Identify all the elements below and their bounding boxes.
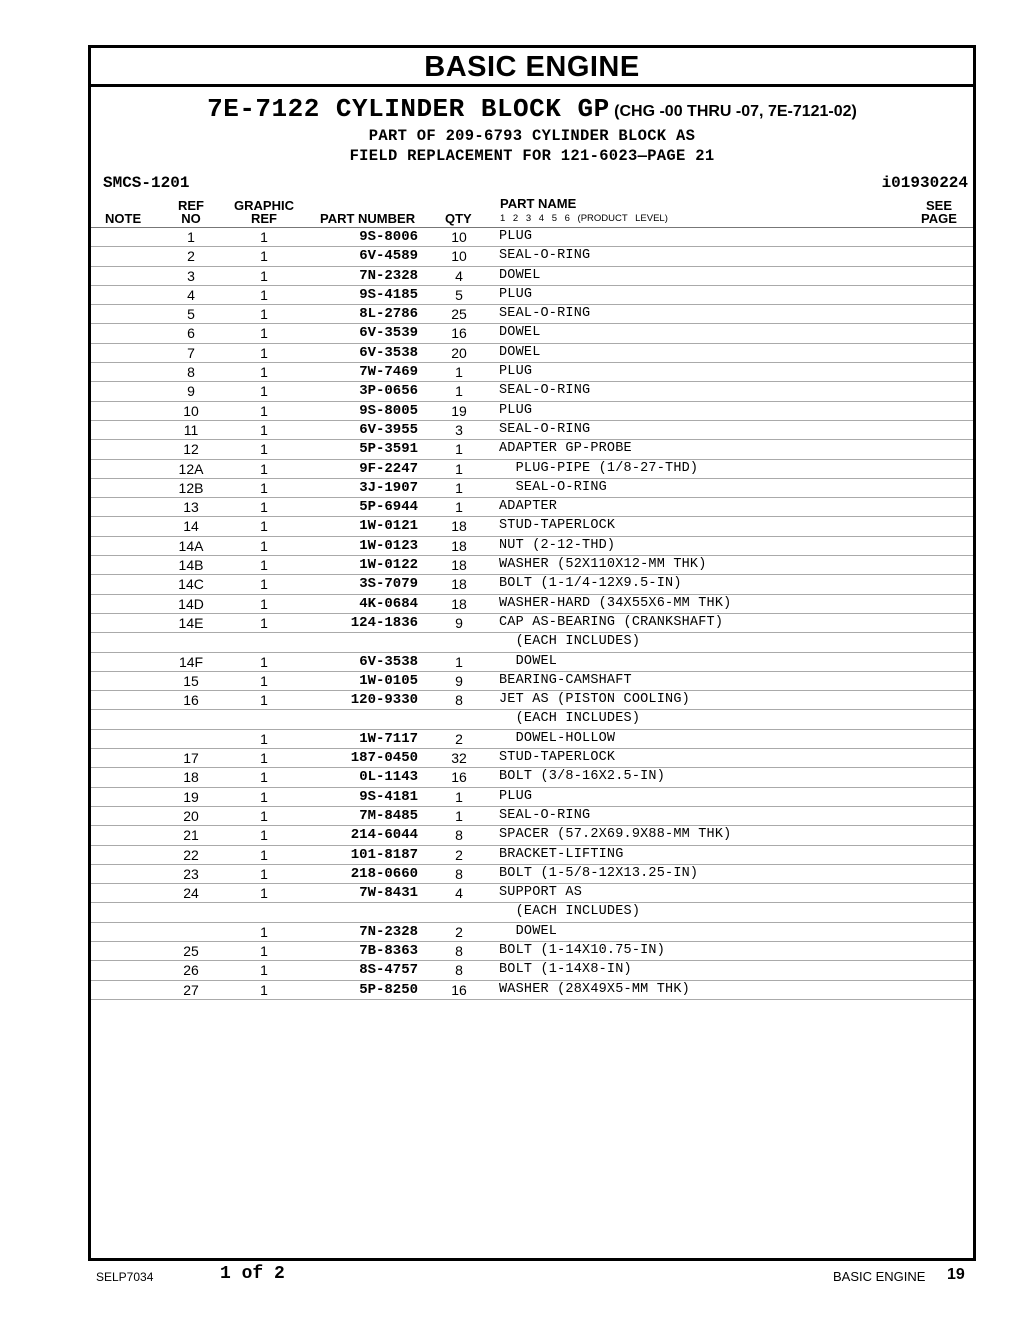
assembly-change-range: (CHG -00 THRU -07, 7E-7121-02) (614, 103, 857, 120)
part-number: 9F-2247 (359, 460, 418, 477)
table-row (91, 498, 973, 517)
part-name: SEAL-O-RING (499, 479, 607, 495)
ref-no: 12B (178, 479, 204, 496)
quantity: 1 (455, 441, 463, 458)
quantity: 9 (455, 614, 463, 631)
ref-no: 6 (187, 325, 195, 342)
assembly-parent-line: PART OF 209-6793 CYLINDER BLOCK AS (368, 127, 696, 145)
col-product-level: 1 2 3 4 5 6 (PRODUCT LEVEL) (500, 213, 668, 224)
ref-no: 7 (187, 344, 195, 361)
assembly-replacement-line: FIELD REPLACEMENT FOR 121-6023—PAGE 21 (349, 147, 715, 165)
table-row (91, 903, 973, 922)
table-row (91, 402, 973, 421)
table-row (91, 517, 973, 536)
table-row (91, 537, 973, 556)
part-number: 8S-4757 (359, 962, 418, 979)
graphic-ref: 1 (260, 769, 268, 786)
col-see-bottom: PAGE (921, 211, 957, 226)
graphic-ref: 1 (260, 499, 268, 516)
part-name: NUT (2-12-THD) (499, 537, 616, 553)
part-number: 124-1836 (350, 614, 418, 631)
table-row (91, 981, 973, 1000)
quantity: 18 (451, 595, 467, 612)
graphic-ref: 1 (260, 730, 268, 747)
section-banner: BASIC ENGINE (91, 48, 973, 87)
ref-no: 27 (183, 981, 199, 998)
table-row (91, 691, 973, 710)
ref-no: 14 (183, 518, 199, 535)
assembly-title: 7E-7122 CYLINDER BLOCK GP (207, 94, 610, 124)
graphic-ref: 1 (260, 750, 268, 767)
graphic-ref: 1 (260, 788, 268, 805)
ref-no: 3 (187, 267, 195, 284)
quantity: 8 (455, 692, 463, 709)
ref-no: 24 (183, 885, 199, 902)
part-number: 7W-8431 (359, 885, 418, 902)
quantity: 1 (455, 788, 463, 805)
part-number: 101-8187 (350, 846, 418, 863)
footer-section: BASIC ENGINE (833, 1269, 926, 1284)
table-row (91, 556, 973, 575)
part-name: (EACH INCLUDES) (499, 904, 641, 920)
ref-no: 13 (183, 499, 199, 516)
part-name: BEARING-CAMSHAFT (499, 672, 632, 688)
part-name: BOLT (1-5/8-12X13.25-IN) (499, 865, 699, 881)
part-number: 6V-3538 (359, 653, 418, 670)
quantity: 1 (455, 653, 463, 670)
graphic-ref: 1 (260, 557, 268, 574)
graphic-ref: 1 (260, 981, 268, 998)
table-row (91, 382, 973, 401)
graphic-ref: 1 (260, 518, 268, 535)
quantity: 3 (455, 421, 463, 438)
part-number: 3J-1907 (359, 479, 418, 496)
part-number: 9S-8006 (359, 229, 418, 245)
ref-no: 15 (183, 672, 199, 689)
graphic-ref: 1 (260, 885, 268, 902)
table-row (91, 633, 973, 652)
ref-no: 16 (183, 692, 199, 709)
quantity: 4 (455, 885, 463, 902)
quantity: 19 (451, 402, 467, 419)
part-name: SUPPORT AS (499, 885, 583, 901)
part-number: 4K-0684 (359, 595, 418, 612)
table-row (91, 614, 973, 633)
quantity: 18 (451, 557, 467, 574)
part-number: 6V-3538 (359, 344, 418, 361)
table-row (91, 807, 973, 826)
quantity: 16 (451, 981, 467, 998)
col-graphic-bottom: REF (251, 211, 277, 226)
quantity: 32 (451, 750, 467, 767)
part-name: DOWEL-HOLLOW (499, 730, 616, 746)
part-name: SEAL-O-RING (499, 306, 591, 322)
part-number: 6V-4589 (359, 248, 418, 265)
ref-no: 21 (183, 827, 199, 844)
ref-no: 5 (187, 306, 195, 323)
assembly-title-line (91, 95, 973, 126)
smcs-code: SMCS-1201 (103, 174, 190, 192)
graphic-ref: 1 (260, 865, 268, 882)
part-name: PLUG (499, 788, 533, 804)
col-qty: QTY (445, 211, 472, 226)
identifier-line (91, 171, 973, 197)
part-name: SEAL-O-RING (499, 421, 591, 437)
graphic-ref: 1 (260, 248, 268, 265)
ref-no: 22 (183, 846, 199, 863)
page-footer (0, 1262, 1020, 1292)
quantity: 10 (451, 229, 467, 245)
quantity: 16 (451, 325, 467, 342)
ref-no: 4 (187, 286, 195, 303)
quantity: 5 (455, 286, 463, 303)
table-row (91, 768, 973, 787)
footer-doc-id: SELP7034 (96, 1270, 154, 1284)
quantity: 8 (455, 827, 463, 844)
ref-no: 12 (183, 441, 199, 458)
quantity: 1 (455, 383, 463, 400)
ref-no: 1 (187, 229, 195, 245)
table-row (91, 363, 973, 382)
graphic-ref: 1 (260, 653, 268, 670)
graphic-ref: 1 (260, 441, 268, 458)
ref-no: 14E (178, 614, 204, 631)
part-name: SEAL-O-RING (499, 383, 591, 399)
part-name: DOWEL (499, 325, 541, 341)
part-name: WASHER (52X110X12-MM THK) (499, 557, 707, 573)
assembly-heading (91, 87, 973, 166)
table-row (91, 672, 973, 691)
part-number: 214-6044 (350, 827, 418, 844)
parts-page-frame (88, 45, 976, 1261)
quantity: 1 (455, 364, 463, 381)
ref-no: 10 (183, 402, 199, 419)
table-row (91, 653, 973, 672)
part-number: 8L-2786 (359, 306, 418, 323)
part-name: STUD-TAPERLOCK (499, 518, 616, 534)
graphic-ref: 1 (260, 807, 268, 824)
column-header (91, 197, 973, 228)
table-row (91, 923, 973, 942)
graphic-ref: 1 (260, 421, 268, 438)
table-row (91, 595, 973, 614)
part-name: WASHER (28X49X5-MM THK) (499, 981, 690, 997)
ref-no: 18 (183, 769, 199, 786)
graphic-ref: 1 (260, 846, 268, 863)
graphic-ref: 1 (260, 364, 268, 381)
table-row (91, 826, 973, 845)
part-number: 1W-0105 (359, 672, 418, 689)
quantity: 8 (455, 962, 463, 979)
part-name: SPACER (57.2X69.9X88-MM THK) (499, 827, 732, 843)
part-name: PLUG (499, 364, 533, 380)
table-row (91, 421, 973, 440)
part-name: PLUG-PIPE (1/8-27-THD) (499, 460, 699, 476)
quantity: 1 (455, 807, 463, 824)
ref-no: 14D (178, 595, 204, 612)
part-number: 7B-8363 (359, 942, 418, 959)
part-number: 6V-3955 (359, 421, 418, 438)
graphic-ref: 1 (260, 827, 268, 844)
graphic-ref: 1 (260, 402, 268, 419)
graphic-ref: 1 (260, 325, 268, 342)
part-number: 3S-7079 (359, 576, 418, 593)
table-row (91, 267, 973, 286)
table-row (91, 710, 973, 729)
part-name: SEAL-O-RING (499, 807, 591, 823)
graphic-ref: 1 (260, 479, 268, 496)
graphic-ref: 1 (260, 267, 268, 284)
part-number: 218-0660 (350, 865, 418, 882)
part-number: 7N-2328 (359, 267, 418, 284)
table-row (91, 344, 973, 363)
col-see-top: SEE (925, 198, 952, 213)
col-part-number: PART NUMBER (320, 211, 416, 226)
quantity: 8 (455, 942, 463, 959)
table-row (91, 884, 973, 903)
graphic-ref: 1 (260, 962, 268, 979)
col-part-name: PART NAME (500, 196, 577, 211)
quantity: 9 (455, 672, 463, 689)
part-name: PLUG (499, 286, 533, 302)
graphic-ref: 1 (260, 942, 268, 959)
graphic-ref: 1 (260, 672, 268, 689)
quantity: 18 (451, 537, 467, 554)
graphic-ref: 1 (260, 576, 268, 593)
graphic-ref: 1 (260, 595, 268, 612)
quantity: 1 (455, 499, 463, 516)
part-name: DOWEL (499, 344, 541, 360)
part-number: 7N-2328 (359, 923, 418, 940)
part-name: PLUG (499, 402, 533, 418)
illustration-id: i01930224 (881, 174, 968, 192)
table-row (91, 961, 973, 980)
part-name: ADAPTER (499, 499, 558, 515)
graphic-ref: 1 (260, 614, 268, 631)
quantity: 8 (455, 865, 463, 882)
quantity: 4 (455, 267, 463, 284)
part-number: 3P-0656 (359, 383, 418, 400)
graphic-ref: 1 (260, 229, 268, 245)
table-row (91, 730, 973, 749)
footer-page-number: 19 (947, 1266, 965, 1283)
col-ref-top: REF (178, 198, 204, 213)
part-number: 7W-7469 (359, 364, 418, 381)
part-name: BRACKET-LIFTING (499, 846, 624, 862)
part-name: WASHER-HARD (34X55X6-MM THK) (499, 595, 732, 611)
table-row (91, 305, 973, 324)
graphic-ref: 1 (260, 460, 268, 477)
ref-no: 14F (178, 653, 204, 670)
table-row (91, 460, 973, 479)
quantity: 2 (455, 846, 463, 863)
col-ref-bottom: NO (181, 211, 201, 226)
quantity: 16 (451, 769, 467, 786)
part-number: 5P-6944 (359, 499, 418, 516)
ref-no: 14B (178, 557, 204, 574)
footer-page-of: 1 of 2 (220, 1264, 285, 1284)
part-name: STUD-TAPERLOCK (499, 750, 616, 766)
ref-no: 12A (178, 460, 204, 477)
quantity: 20 (451, 344, 467, 361)
part-name: CAP AS-BEARING (CRANKSHAFT) (499, 614, 724, 630)
graphic-ref: 1 (260, 306, 268, 323)
part-number: 0L-1143 (359, 769, 418, 786)
quantity: 18 (451, 518, 467, 535)
ref-no: 25 (183, 942, 199, 959)
table-row (91, 575, 973, 594)
part-number: 9S-8005 (359, 402, 418, 419)
col-graphic-top: GRAPHIC (234, 198, 294, 213)
table-row (91, 942, 973, 961)
table-row (91, 286, 973, 305)
table-row (91, 479, 973, 498)
ref-no: 20 (183, 807, 199, 824)
part-number: 7M-8485 (359, 807, 418, 824)
ref-no: 14C (178, 576, 204, 593)
part-number: 1W-7117 (359, 730, 418, 747)
part-number: 9S-4185 (359, 286, 418, 303)
quantity: 10 (451, 248, 467, 265)
col-note: NOTE (105, 211, 142, 226)
table-row (91, 440, 973, 459)
part-name: (EACH INCLUDES) (499, 711, 641, 727)
table-row (91, 247, 973, 266)
ref-no: 26 (183, 962, 199, 979)
table-row (91, 846, 973, 865)
part-number: 1W-0121 (359, 518, 418, 535)
part-name: PLUG (499, 229, 533, 244)
ref-no: 14A (178, 537, 204, 554)
quantity: 25 (451, 306, 467, 323)
quantity: 2 (455, 923, 463, 940)
part-name: BOLT (3/8-16X2.5-IN) (499, 769, 666, 785)
part-number: 9S-4181 (359, 788, 418, 805)
parts-list (91, 228, 973, 1000)
ref-no: 9 (187, 383, 195, 400)
part-number: 120-9330 (350, 692, 418, 709)
graphic-ref: 1 (260, 286, 268, 303)
table-row (91, 324, 973, 343)
part-number: 1W-0123 (359, 537, 418, 554)
quantity: 1 (455, 479, 463, 496)
graphic-ref: 1 (260, 383, 268, 400)
part-number: 1W-0122 (359, 557, 418, 574)
ref-no: 11 (183, 421, 199, 438)
part-name: JET AS (PISTON COOLING) (499, 692, 690, 708)
part-name: (EACH INCLUDES) (499, 634, 641, 650)
ref-no: 2 (187, 248, 195, 265)
part-name: BOLT (1-14X10.75-IN) (499, 942, 666, 958)
part-number: 5P-3591 (359, 441, 418, 458)
ref-no: 17 (183, 750, 199, 767)
table-row (91, 749, 973, 768)
part-name: SEAL-O-RING (499, 248, 591, 264)
ref-no: 8 (187, 364, 195, 381)
quantity: 1 (455, 460, 463, 477)
part-number: 187-0450 (350, 750, 418, 767)
table-row (91, 865, 973, 884)
part-name: DOWEL (499, 653, 558, 669)
part-name: ADAPTER GP-PROBE (499, 441, 632, 457)
ref-no: 23 (183, 865, 199, 882)
graphic-ref: 1 (260, 537, 268, 554)
ref-no: 19 (183, 788, 199, 805)
graphic-ref: 1 (260, 923, 268, 940)
part-name: DOWEL (499, 267, 541, 283)
graphic-ref: 1 (260, 692, 268, 709)
part-name: BOLT (1-1/4-12X9.5-IN) (499, 576, 682, 592)
part-name: DOWEL (499, 923, 558, 939)
table-row (91, 228, 973, 247)
quantity: 18 (451, 576, 467, 593)
part-name: BOLT (1-14X8-IN) (499, 962, 632, 978)
table-row (91, 788, 973, 807)
part-number: 5P-8250 (359, 981, 418, 998)
quantity: 2 (455, 730, 463, 747)
part-number: 6V-3539 (359, 325, 418, 342)
graphic-ref: 1 (260, 344, 268, 361)
